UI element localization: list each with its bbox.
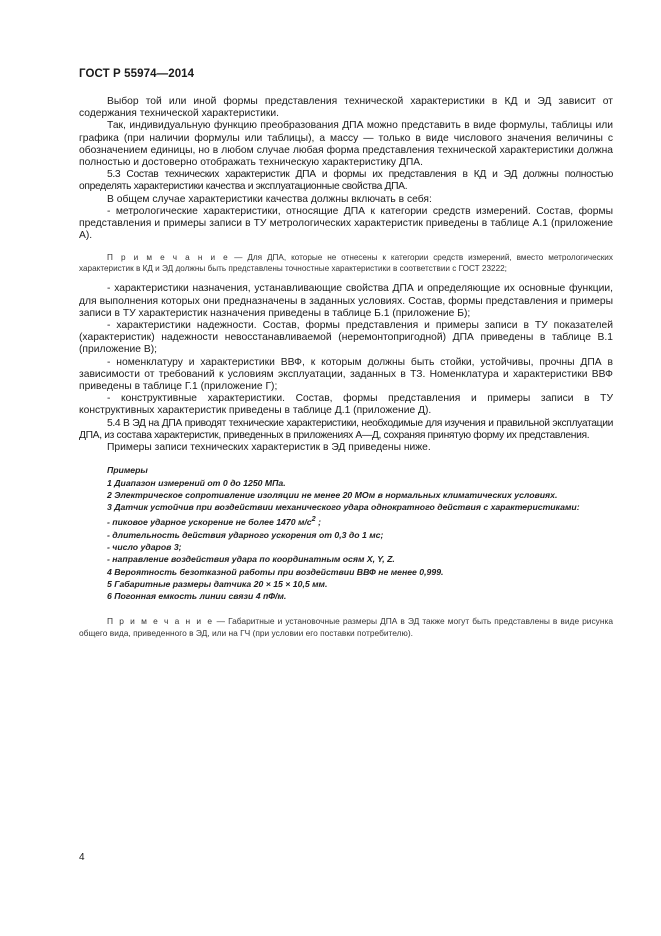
paragraph-clause-5-4: 5.4 В ЭД на ДПА приводят технические характеристики, необходимые для изучения и правильной эксплуатации ДПА, из состава характеристик, приведенных в приложениях А—Д, сохраняя принятую форму их представления.: [79, 417, 613, 441]
example-subitem-text: - пиковое ударное ускорение не более 1470 м/с: [107, 517, 312, 528]
page-number: 4: [79, 852, 85, 863]
example-subitem: - число ударов 3;: [107, 541, 182, 552]
example-item: 1 Диапазон измерений от 0 до 1250 МПа.: [107, 477, 286, 488]
list-item-purpose: - характеристики назначения, устанавливающие свойства ДПА и определяющие их основные функции, для выполнения которых они предназначены в заданных условиях. Состав, формы представления и примеры записи в ТУ характеристик назначения приведены в таблице Б.1 (приложение Б);: [79, 283, 613, 319]
example-subitem: [79, 513, 613, 528]
example-subitem: - направление воздействия удара по координатным осям X, Y, Z.: [107, 554, 395, 565]
note-2: [79, 616, 613, 639]
document-header: ГОСТ Р 55974—2014: [79, 68, 195, 80]
paragraph: В общем случае характеристики качества должны включать в себя:: [107, 193, 432, 205]
example-item: 3 Датчик устойчив при воздействии механического удара однократного действия с характеристиками:: [107, 502, 580, 513]
superscript: 2: [311, 514, 316, 524]
example-item: 2 Электрическое сопротивление изоляции не менее 20 МОм в нормальных климатических условиях.: [107, 489, 558, 500]
note-label: П р и м е ч а н и е: [107, 253, 230, 263]
list-item-metrological: - метрологические характеристики, относящие ДПА к категории средств измерений. Состав, формы представления и примеры записи в ТУ метрологических характеристик приведены в таблице А.1 (приложение А).: [79, 205, 613, 242]
example-item: 6 Погонная емкость линии связи 4 пФ/м.: [107, 591, 287, 602]
paragraph: Выбор той или иной формы представления технической характеристики в КД и ЭД зависит от содержания технической характеристики.: [79, 96, 613, 120]
example-item: 4 Вероятность безотказной работы при воздействии ВВФ не менее 0,999.: [107, 566, 444, 577]
examples-block: [79, 464, 613, 602]
examples-title: Примеры: [107, 465, 148, 476]
list-item-reliability: - характеристики надежности. Состав, формы представления и примеры записи в ТУ показателей (характеристик) надежности невосстанавливаемой (неремонтопригодной) ДПА приведены в таблице В.1 (приложение В);: [79, 320, 613, 356]
note-label: П р и м е ч а н и е: [107, 616, 214, 627]
example-subitem-end: ;: [315, 517, 321, 528]
note-text: — Габаритные и установочные размеры ДПА в ЭД также могут быть представлены в виде рисунка общего вида, приведенного в ЭД, или на ГЧ (при условии его поставки потребителю).: [79, 616, 613, 638]
list-item-design: - конструктивные характеристики. Состав, формы представления и примеры записи в ТУ конструктивных характеристик приведены в таблице Д.1 (приложение Д).: [79, 393, 613, 417]
note-text: — Для ДПА, которые не отнесены к категории средств измерений, вместо метрологических характеристик в КД и ЭД должны быть представлены точностные характеристики в соответствии с ГОСТ 23222;: [79, 253, 613, 274]
paragraph: Так, индивидуальную функцию преобразования ДПА можно представить в виде формулы, таблицы или графика (при наличии формулы или таблицы), а массу — только в виде числового значения величины с обозначением единицы, но в любом случае любая форма представления технической характеристики должна полностью и достоверно отображать техническую характеристику ДПА.: [79, 120, 613, 169]
paragraph: Примеры записи технических характеристик в ЭД приведены ниже.: [107, 442, 431, 454]
page-content: [79, 96, 613, 639]
note-1: [79, 252, 613, 274]
list-item-vvf: - номенклатуру и характеристики ВВФ, к которым должны быть стойки, устойчивы, прочны ДПА в зависимости от требований к условиям эксплуатации, заданных в ТЗ. Номенклатура и характеристики ВВФ приведены в таблице Г.1 (приложение Г);: [79, 356, 613, 393]
example-item: 5 Габаритные размеры датчика 20 × 15 × 10,5 мм.: [107, 578, 328, 589]
paragraph-clause-5-3: 5.3 Состав технических характеристик ДПА и формы их представления в КД и ЭД должны полностью определять характеристики качества и эксплуатационные свойства ДПА.: [79, 169, 613, 193]
example-subitem: - длительность действия ударного ускорения от 0,3 до 1 мс;: [107, 529, 384, 540]
